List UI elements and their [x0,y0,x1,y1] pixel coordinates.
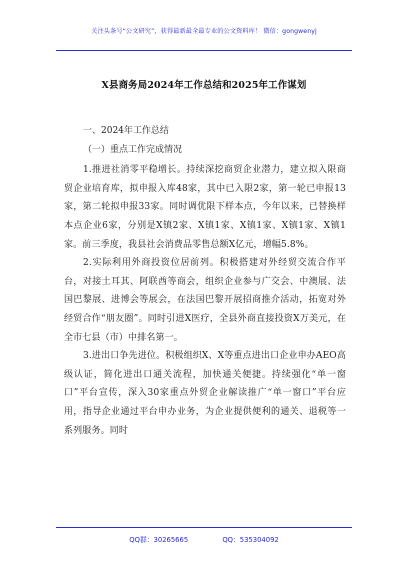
footer-divider [56,527,352,528]
header-divider [56,50,352,51]
footer-qq-contact: QQ：535304092 [222,536,279,544]
document-title: X县商务局2024年工作总结和2025年工作谋划 [101,80,307,91]
footer-qq-group: QQ群：30265665 [129,536,189,544]
promo-footer [0,534,408,544]
section-heading: 一、2024年工作总结 [83,126,169,136]
paragraph-consumption: 1.推进社消零平稳增长。持续深挖商贸企业潜力，建立拟入限商贸企业培育库，拟申报入库48家，其中已入限2家，第一轮已申报13家，第二轮拟申报33家。同时调优限下样本点，今年以来，已替换样本点企业6家，分别是X镇2家、X镇1家、X镇1家、X镇1家、X镇1家。前三季度，我县社会消费品零售总额X亿元，增幅5.8%。 [64,165,346,250]
paragraph-import-export: 3.进出口争先进位。积极组织X、X等重点进出口企业申办AEO高级认证，简化进出口通关流程，加快通关便捷。持续强化“单一窗口”平台宣传，深入30家重点外贸企业解读推广“单一窗口”平台应用，指导企业通过平台申办业务，为企业提供便利的通关、退税等一系列服务。同时 [64,351,346,436]
document-body [64,120,346,440]
paragraph-foreign-investment: 2.实际利用外商投资位居前列。积极搭建对外经贸交流合作平台，对接土耳其、阿联酋等商会，组织企业参与广交会、中澳展、法国巴黎展、进博会等展会，在法国巴黎开展招商推介活动，拓宽对外经贸合作“朋友圈”。同时引进X医疗，全县外商直接投资X万美元，在全市七县（市）中排名第一。 [64,258,346,343]
subsection-heading: （一）重点工作完成情况 [83,144,183,155]
promo-header-text: 关注头条号“公文研究”，获得最新最全最专业的公文资料库！ 微信：gongwenyj [91,28,317,35]
promo-header [0,0,408,72]
